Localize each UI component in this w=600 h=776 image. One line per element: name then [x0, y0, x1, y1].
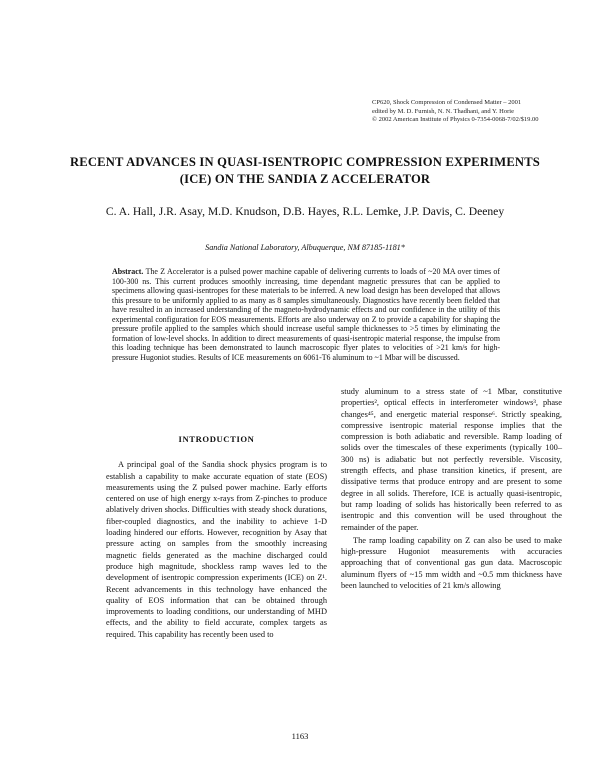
abstract-label: Abstract. [112, 267, 144, 276]
conference-info [372, 99, 592, 125]
abstract-text: The Z Accelerator is a pulsed power machine capable of delivering currents to loads of ~20 MA over times of 100-300 ns. This current produces smoothly increasing, time dependant magnetic pressures that can be applied to specimens allowing quasi-isentropes for these materials to be inferred. A new load design has been developed that allows this pressure to be uniformly applied to as many as 8 samples simultaneously. Diagnostics have recently been fielded that have resulted in an increased understanding of the magneto-hydrodynamic effects and our confidence in the utility of this experimental configuration for EOS measurements. Efforts are also underway on Z to provide a capability for shaping the pressure profile applied to the samples which should increase useful sample thicknesses to >5 times by eliminating the formation of low-level shocks. In addition to direct measurements of quasi-isentropic material response, the impulse from this loading technique has been demonstrated to launch macroscopic flyer plates to velocities of >21 km/s for high-pressure Hugoniot studies. Results of ICE measurements on 6061-T6 aluminum to ~1 Mbar will be discussed. [112, 267, 500, 362]
right-column-paragraph-2: The ramp loading capability on Z can also be used to make high-pressure Hugoniot measurements with accuracies approaching that of conventional gas gun data. Macroscopic aluminum flyers of ~15 mm width and ~0.5 mm thickness have been launched to velocities of 21 km/s allowing [341, 535, 562, 591]
page-number: 1163 [291, 731, 309, 741]
right-column [341, 386, 562, 591]
author-list: C. A. Hall, J.R. Asay, M.D. Knudson, D.B. Hayes, R.L. Lemke, J.P. Davis, C. Deeney [105, 205, 505, 218]
right-column-continuation: study aluminum to a stress state of ~1 Mbar, constitutive properties², optical effects in interferometer windows³, phase changes⁴⁵, and energetic material response⁶. Strictly speaking, compressive isentropic material response implies that the compression is both adiabatic and reversible. Ramp loading of solids over the timescales of these experiments (typically 100–300 ns) is adiabatic but not perfectly reversible. Viscosity, strength effects, and phase transition kinetics, if present, are dissipative terms that produce entropy and are present to some degree in all solids. Therefore, ICE is actually quasi-isentropic, but ramp loading of solids has historically been referred to as isentropic and this convention will be used throughout the remainder of the paper. [341, 387, 562, 532]
section-heading-introduction: INTRODUCTION [178, 434, 255, 444]
left-column [106, 434, 327, 640]
abstract [112, 267, 500, 362]
affiliation: Sandia National Laboratory, Albuquerque, NM 87185-1181* [205, 243, 405, 252]
conference-line-1: CP620, Shock Compression of Condensed Matter – 2001 [372, 99, 522, 106]
conference-line-2: edited by M. D. Furnish, N. N. Thadhani, and Y. Horie [372, 107, 514, 115]
conference-line-3: © 2002 American Institute of Physics 0-7354-0068-7/02/$19.00 [372, 116, 539, 124]
introduction-paragraph: A principal goal of the Sandia shock physics program is to establish a capability to make accurate equation of state (EOS) measurements using the Z pulsed power machine. Early efforts centered on use of high energy x-rays from Z-pinches to produce ablatively driven shocks. Difficulties with steady shock durations, fiber-coupled diagnostics, and the inability to achieve 1-D loading hindered our efforts. However, recognition by Asay that pressure acting on samples from the smoothly increasing magnetic fields generated as the machine discharged could produce high magnitude, shockless ramp waves led to the development of isentropic compression experiments (ICE) on Z¹. Recent advancements in this technology have enhanced the quality of EOS information that can be obtained through improvements to loading conditions, our understanding of MHD effects, and the ability to field accurate, complex targets as required. This capability has recently been used to [106, 460, 327, 639]
paper-title: RECENT ADVANCES IN QUASI-ISENTROPIC COMPRESSION EXPERIMENTS (ICE) ON THE SANDIA Z ACCELERATOR [69, 155, 541, 186]
